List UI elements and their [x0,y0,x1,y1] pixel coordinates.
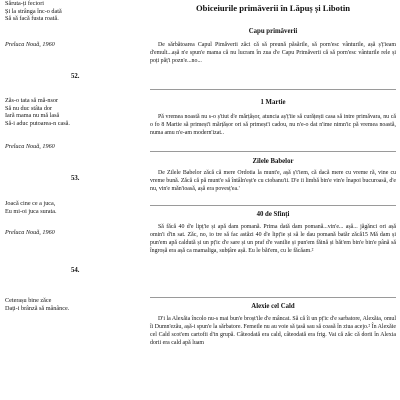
section-text: De Zilele Babelor zăcă că mere Ordotia la munt'e, așă ș't'iem, că dacă mere cu vreme ră, vine cu vreme bună. Zăcă că pă munt'e să întâln'eșt'e cu ciobanu'ii. D'e ii limbă bin'e vin'e înapoi bucuroasă, d'e nu, vin'e măn'ioasă, așă era povesț'ea.' [150,170,396,192]
section-divider [150,151,396,152]
poem-number: 53. [71,175,80,182]
section-title: 40 de Sfinți [256,211,290,218]
section-divider [150,297,396,298]
page-title: Obiceiurile primăverii în Lăpuș și Libotin [196,3,350,13]
verse-line: Să-i aduc putoarea-n casă. [5,119,70,127]
section-title: 1 Martie [260,99,286,106]
verse-line: Joacă cine ce a juca, [5,200,56,207]
section-text: Să făcă 40 d'e lipț'ie și apă dam pomană. Prima dată dam pomană...vin'e... așă... jăgănci ori așă omin'i d'in sat. Zăc, no, io tre să fac astăzi 40 d'e lipț'ie și să le dau pomană batăr zăcă15 Mă dam și pun'em apă caldută și un pț'ic d'e sare și un praf d'e vanilie și pun'em făină și băt'em bin'e bin'e până să îngroșă era așă ca mamaliga, subțâre așă. Eu le băt'em, cu le făcăam.² [150,224,396,254]
section-text: D'i la Alexăia încolo nu-s mai bun'e broșt'ile d'e mâncat. Să că îi un pț'ic d'e sarbatore, Alexăia, omul îi Dumn'ezău, așă-i spun'e la sărbatore. Femeile nu au voie să țasă sau să coasă în ziua acejo.² În Alexăie cel Cald scot'em cartofii d'in grupă. Câteodată era cald, câteodată era frig. Vai că zăc că dorii în Alexia dorii era cald apă luam [150,316,396,346]
poem-number: 54. [71,267,80,274]
section-title: Zilele Babelor [252,158,294,165]
verse-line: Ceterașu bine zăce [5,297,52,304]
verse-line: Zăs-o tata să mă-nsor [5,97,59,104]
section-text: De sărbătoarea Capul Pimăverii zăci că să preună păsările, să porn'esc vânturile, așă ș'ț'ieam d'emult...așă n'e spun'e mama că nu lucram în zua d'e Capu Primăverii că să porn'esc vânturile rele și poți păț'i pozn'e...no... [150,42,396,64]
verse-line: Dați-i brânză să mânânce. [5,305,70,312]
section-divider [150,89,396,90]
verse-line: Eu mi-oi juca surata. [5,208,57,215]
source-note: Preluca Nouă, 1960 [5,41,55,48]
source-note: Preluca Nouă, 1960 [5,143,55,150]
section-title: Capu primăverii [248,28,298,35]
poem-number: 52. [71,73,80,80]
verse-line: Și la strânga înc-o dată [5,7,62,15]
verse-line: Săruta-ți feciori [5,0,44,7]
section-text: Pă vremea noastă nu s-o ș'tiut d'e mărțășor, atuncia aș'ț'iie să curățești casa să intre primăvara, nu că o fo 8 Martie să primeșt'i mărțășor ori să primeșt'i cadou, nu n'e-o dat n'ime nimn'ic pă vremea noastă, numa amu n'e-am modern'izat.. [150,114,396,136]
verse-line: Să nu duc stâta dor [5,104,53,112]
section-divider [150,205,396,206]
source-note: Preluca Nouă, 1960 [5,229,55,236]
verse-line: Să să facă fusta roată. [5,15,59,22]
section-title: Alexie cel Cald [251,303,295,310]
verse-line: Iară mama nu mă lasă [5,112,60,119]
